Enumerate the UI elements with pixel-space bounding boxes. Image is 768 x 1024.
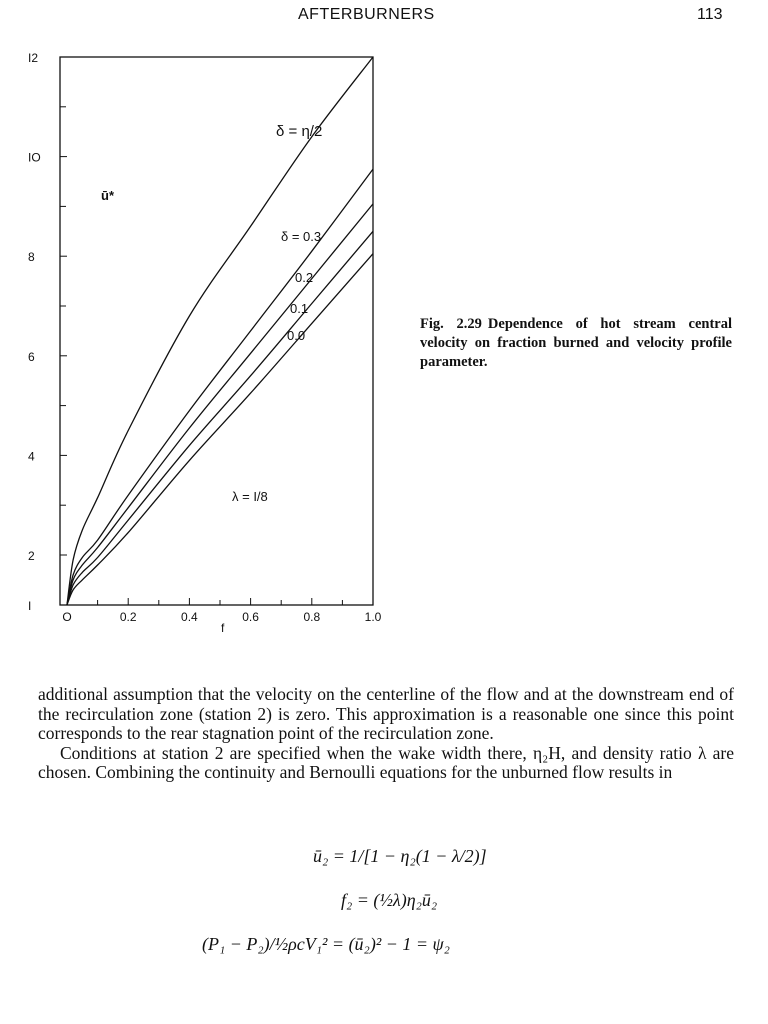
plot-frame xyxy=(60,57,373,605)
y-tick-label: 8 xyxy=(28,250,35,265)
equation-2: f₂ = (½λ)η₂ū₂ xyxy=(341,890,438,910)
paragraph: additional assumption that the velocity on the centerline of the flow and at the downstream end of the recirculation zone (station 2) is zero. This approximation is a reasonable one since this point corresponds to the rear stagnation point of the recirculation zone. xyxy=(38,684,734,743)
series-label-0-1: 0.1 xyxy=(290,301,309,316)
x-tick-label: O xyxy=(62,610,72,624)
page-number: 113 xyxy=(697,6,723,23)
caption-text: Dependence of hot stream central velocity on fraction burned and velocity profile parameter. xyxy=(420,316,732,370)
y-tick-label: 2 xyxy=(28,549,35,563)
series-label-delta-0-3: δ = 0.3 xyxy=(281,229,322,244)
series-label-0-0: 0.0 xyxy=(287,328,306,343)
lambda-annotation: λ = I/8 xyxy=(232,489,268,504)
body-text xyxy=(38,685,734,783)
running-head: AFTERBURNERS xyxy=(298,6,435,23)
x-tick-label: 0.8 xyxy=(303,610,321,624)
y-tick-label: I2 xyxy=(28,51,39,65)
series-label-delta-eta-half: δ = η/2 xyxy=(276,123,323,140)
y-tick-label: I xyxy=(28,598,32,613)
x-axis-label: f xyxy=(221,621,225,635)
x-tick-label: 1.0 xyxy=(364,610,382,624)
y-tick-label: 4 xyxy=(28,449,35,464)
y-axis-ticks xyxy=(28,51,67,613)
y-tick-label: 6 xyxy=(28,349,35,364)
equation-1: ū₂ = 1/[1 − η₂(1 − λ/2)] xyxy=(313,846,487,866)
figure-caption xyxy=(420,315,732,372)
y-tick-label: IO xyxy=(28,150,41,165)
series-label-0-2: 0.2 xyxy=(295,270,314,285)
paragraph: Conditions at station 2 are specified when the wake width there, η₂H, and density ratio λ are chosen. Combining the continuity and Bernoulli equations for the unburned flow results in xyxy=(38,742,734,782)
x-tick-label: 0.6 xyxy=(242,610,259,624)
y-axis-label: ū* xyxy=(101,188,114,203)
equation-3: (P₁ − P₂)/½ρcV₁² = (ū₂)² − 1 = ψ₂ xyxy=(202,934,450,954)
series-line-4 xyxy=(67,254,373,605)
curves xyxy=(67,57,373,605)
series-line-0 xyxy=(67,57,373,605)
figure-label: Fig. 2.29 xyxy=(420,316,482,332)
x-tick-label: 0.4 xyxy=(181,610,198,624)
x-tick-label: 0.2 xyxy=(119,610,137,624)
series-line-2 xyxy=(67,204,373,605)
